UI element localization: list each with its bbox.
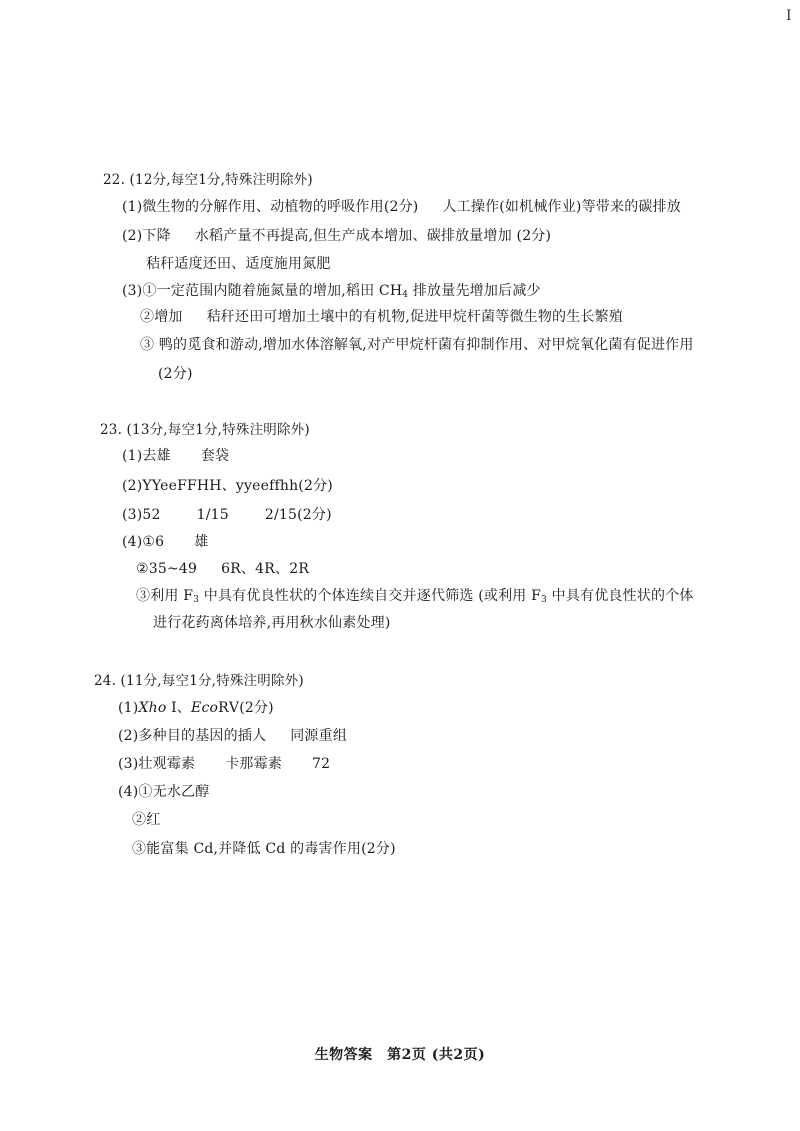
q24-line-2: [118, 726, 347, 746]
q22-line-1: [122, 197, 681, 217]
q22-answer-1a: (1)微生物的分解作用、动植物的呼吸作用(2分): [122, 199, 419, 215]
page-footer: 生物答案 第2页 (共2页): [314, 1047, 486, 1063]
q22-answer-4a: (3)①一定范围内随着施氮量的增加,稻田 CH: [122, 283, 403, 299]
q24-answer-2a: (2)多种目的基因的插人: [118, 728, 267, 744]
q24-line-5: ②红: [132, 812, 161, 828]
q23-answer-4b: 雄: [194, 534, 209, 550]
q23-answer-5b: 6R、4R、2R: [221, 561, 310, 577]
q24-line-3: [118, 754, 330, 774]
q22-answer-5b: 秸秆还田可增加土壤中的有机物,促进甲烷杆菌等微生物的生长繁殖: [206, 309, 624, 325]
q23-line-4: [122, 532, 209, 552]
q24-line-1: [118, 698, 274, 718]
q24-line-6: ③能富集 Cd,并降低 Cd 的毒害作用(2分): [132, 841, 396, 857]
q22-line-4: [122, 281, 541, 305]
q24-answer-1e: RⅤ(2分): [218, 700, 274, 716]
q24-header: 24. (11分,每空1分,特殊注明除外): [94, 673, 304, 689]
q23-answer-6b: 中具有优良性状的个体连续自交并逐代筛选 (或利用 F: [199, 588, 542, 604]
q23-line-7: 进行花药离体培养,再用秋水仙素处理): [153, 615, 391, 631]
corner-mark: I: [786, 8, 792, 24]
q22-line-2: [122, 226, 551, 246]
q23-subscript-6a: 3: [193, 595, 200, 605]
q24-answer-2b: 同源重组: [290, 728, 348, 744]
q22-line-3: 秸秆适度还田、适度施用氮肥: [146, 256, 331, 272]
q22-line-7: (2分): [158, 366, 193, 382]
q23-line-6: [136, 586, 694, 610]
q22-answer-2b: 水稻产量不再提高,但生产成本增加、碳排放量增加 (2分): [194, 228, 552, 244]
q22-answer-1b: 人工操作(如机械作业)等带来的碳排放: [442, 199, 681, 215]
q22-line-5: [140, 307, 623, 327]
q23-answer-5a: ②35~49: [136, 561, 198, 577]
q22-line-6: ③ 鸭的觅食和游动,增加水体溶解氧,对产甲烷杆菌有抑制作用、对甲烷氧化菌有促进作用: [140, 337, 694, 353]
q23-answer-3c: 2/15(2分): [264, 507, 332, 523]
q24-answer-1c: Ⅰ、: [166, 700, 192, 716]
q24-answer-3b: 卡那霉素: [225, 756, 283, 772]
q23-line-1: [122, 446, 229, 466]
q23-line-5: [136, 559, 309, 579]
q24-answer-3c: 72: [312, 756, 331, 772]
q23-answer-6c: 中具有优良性状的个体: [546, 588, 694, 604]
q22-subscript-4: 4: [402, 290, 409, 300]
q24-answer-1a: (1): [118, 700, 139, 716]
q23-answer-6a: ③利用 F: [136, 588, 194, 604]
q22-answer-5a: ②增加: [140, 309, 183, 325]
q24-line-4: (4)①无水乙醇: [118, 784, 210, 800]
q24-enzyme-eco: Eco: [191, 700, 219, 716]
q23-answer-1b: 套袋: [200, 448, 230, 464]
q22-answer-4b: 排放量先增加后减少: [408, 283, 541, 299]
q23-header: 23. (13分,每空1分,特殊注明除外): [100, 422, 310, 438]
q23-subscript-6b: 3: [541, 595, 547, 605]
q23-answer-1a: (1)去雄: [122, 448, 171, 464]
q22-answer-2a: (2)下降: [122, 228, 171, 244]
q22-header: 22. (12分,每空1分,特殊注明除外): [103, 172, 313, 188]
q23-answer-4a: (4)①6: [122, 534, 165, 550]
q23-answer-3a: (3)52: [122, 507, 161, 523]
q24-answer-3a: (3)壮观霉素: [118, 756, 196, 772]
q23-line-2: (2)YYeeFFHH、yyeeffhh(2分): [122, 478, 333, 494]
q23-answer-3b: 1/15: [196, 507, 229, 523]
q24-enzyme-xho: Xho: [138, 700, 167, 716]
q23-line-3: [122, 505, 332, 525]
